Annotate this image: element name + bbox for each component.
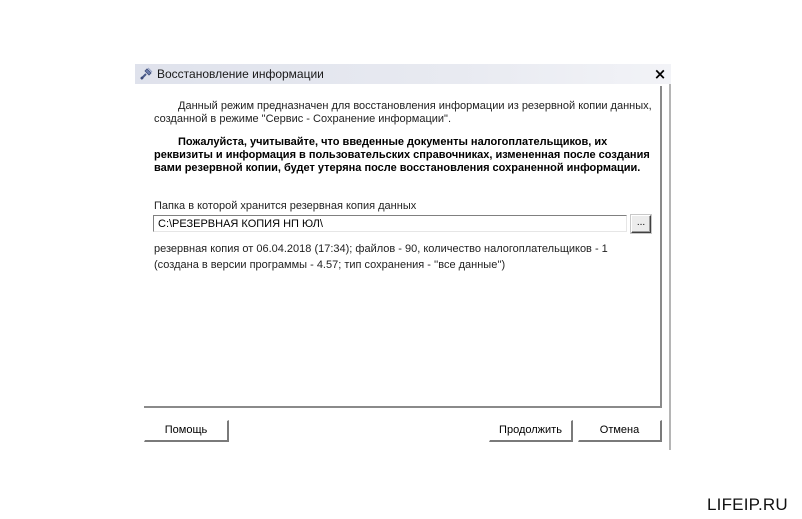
close-button[interactable]: ×	[653, 65, 667, 83]
backup-info	[154, 241, 654, 273]
intro-text: Данный режим предназначен для восстановления информации из резервной копии данных, созданной в режиме "Сервис - Сохранение информации".	[154, 100, 652, 125]
cancel-button[interactable]: Отмена	[578, 420, 662, 442]
watermark: LIFEIP.RU	[707, 495, 788, 514]
continue-button[interactable]: Продолжить	[489, 420, 573, 442]
content-panel	[144, 86, 662, 408]
folder-label: Папка в которой хранится резервная копия данных	[154, 200, 417, 212]
window-border	[669, 84, 671, 450]
title-bar[interactable]	[135, 64, 671, 84]
warning-text: Пожалуйста, учитывайте, что введенные документы налогоплательщиков, их реквизиты и информация в пользовательских справочниках, измененная после создания вами резервной копии, будет утеряна после восстановления сохраненной информации.	[154, 136, 650, 174]
restore-icon	[139, 67, 153, 81]
backup-folder-input[interactable]	[153, 215, 627, 232]
backup-info-line-1: резервная копия от 06.04.2018 (17:34); файлов - 90, количество налогоплательщиков - 1	[154, 243, 608, 255]
backup-info-line-2: (создана в версии программы - 4.57; тип сохранения - ''все данные'')	[154, 259, 506, 271]
restore-dialog	[135, 64, 671, 450]
dialog-title: Восстановление информации	[157, 67, 324, 81]
browse-button[interactable]: ...	[631, 215, 651, 233]
help-button[interactable]: Помощь	[144, 420, 229, 442]
